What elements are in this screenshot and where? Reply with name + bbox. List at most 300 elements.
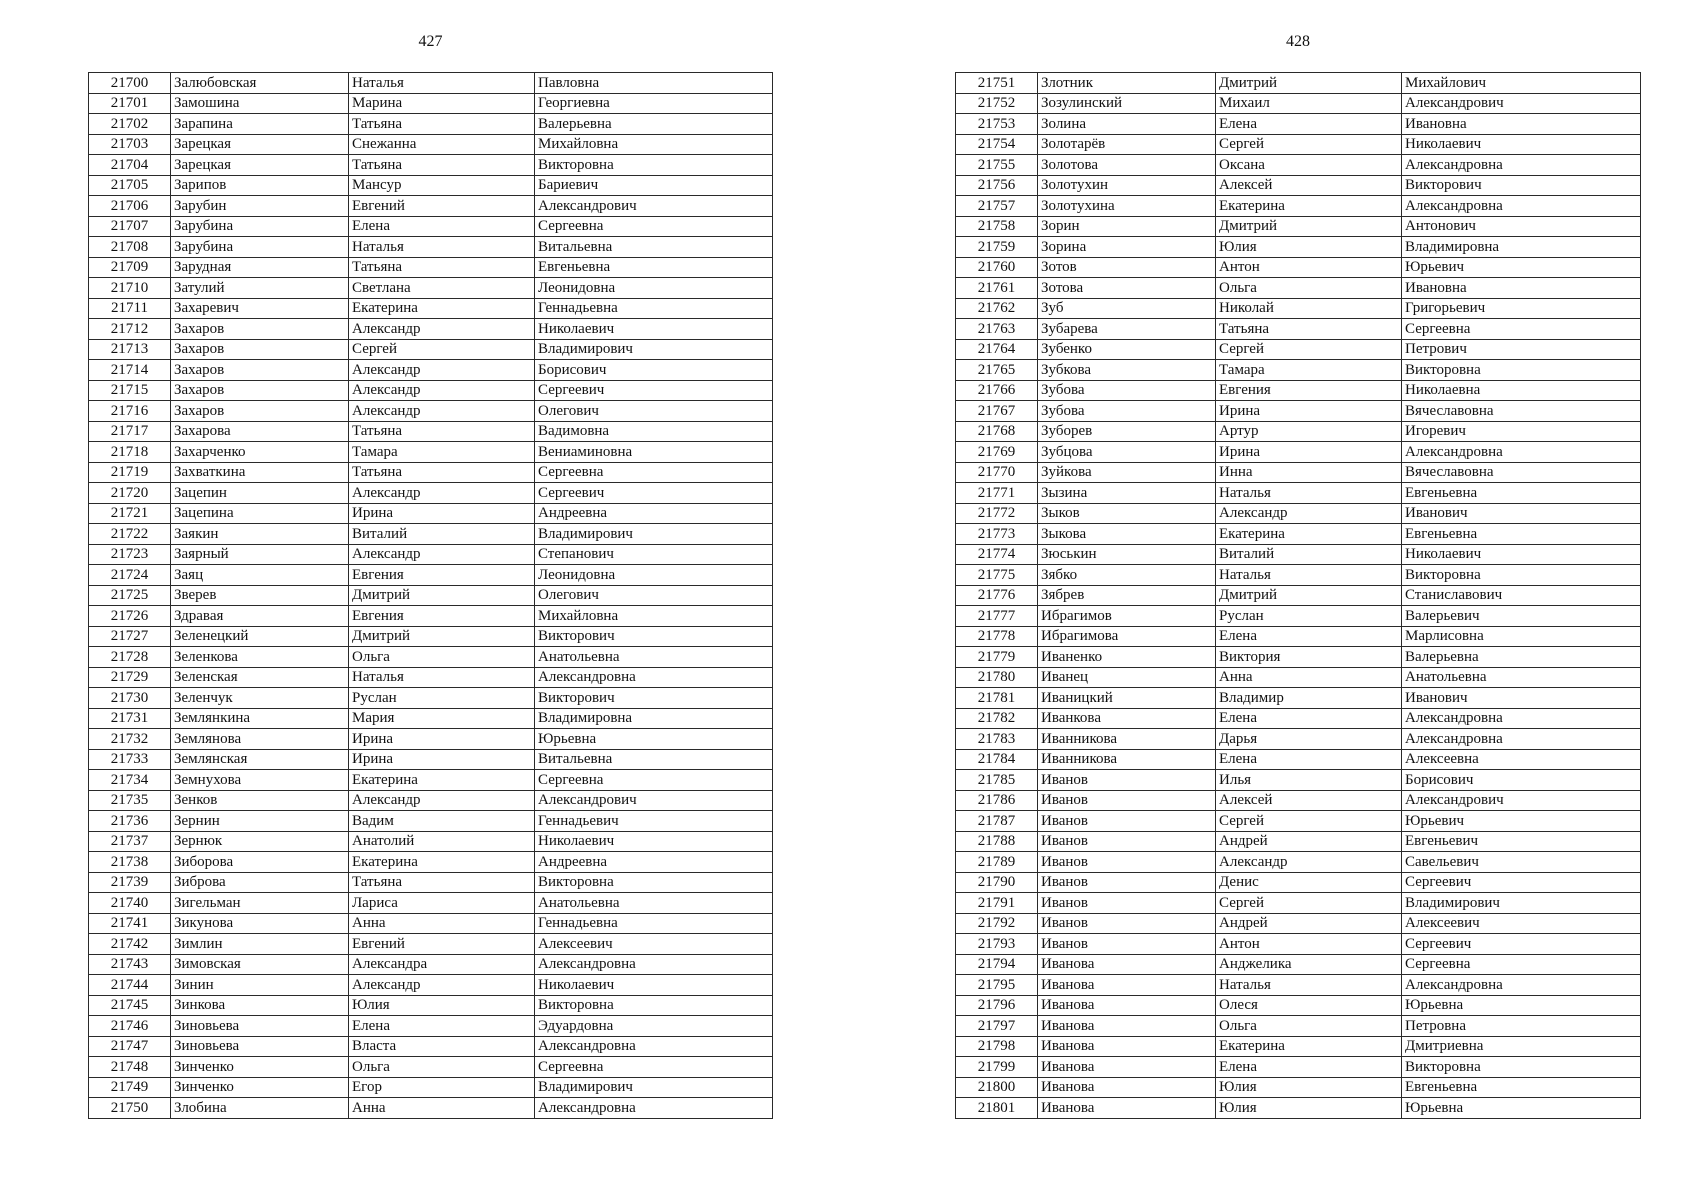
patronymic-cell: Владимировна (1402, 237, 1641, 258)
first-name-cell: Елена (349, 216, 535, 237)
patronymic-cell: Алексеевна (1402, 749, 1641, 770)
table-row (89, 811, 773, 832)
patronymic-cell: Сергеевна (535, 1057, 773, 1078)
first-name-cell: Александр (349, 380, 535, 401)
first-name-cell: Михаил (1216, 93, 1402, 114)
table-row (956, 421, 1641, 442)
record-number-cell: 21762 (956, 298, 1038, 319)
first-name-cell: Дмитрий (1216, 73, 1402, 94)
first-name-cell: Татьяна (349, 872, 535, 893)
table-row (956, 975, 1641, 996)
patronymic-cell: Бариевич (535, 175, 773, 196)
first-name-cell: Юлия (1216, 1077, 1402, 1098)
first-name-cell: Мария (349, 708, 535, 729)
patronymic-cell: Эдуардовна (535, 1016, 773, 1037)
first-name-cell: Екатерина (349, 770, 535, 791)
table-row (956, 565, 1641, 586)
patronymic-cell: Александровна (535, 667, 773, 688)
last-name-cell: Заярный (171, 544, 349, 565)
last-name-cell: Зенков (171, 790, 349, 811)
last-name-cell: Зернин (171, 811, 349, 832)
record-number-cell: 21763 (956, 319, 1038, 340)
patronymic-cell: Александровна (1402, 155, 1641, 176)
table-row (89, 380, 773, 401)
record-number-cell: 21731 (89, 708, 171, 729)
first-name-cell: Александр (349, 790, 535, 811)
last-name-cell: Иванов (1038, 893, 1216, 914)
patronymic-cell: Михайловна (535, 134, 773, 155)
first-name-cell: Сергей (1216, 339, 1402, 360)
record-number-cell: 21774 (956, 544, 1038, 565)
record-number-cell: 21735 (89, 790, 171, 811)
last-name-cell: Зубкова (1038, 360, 1216, 381)
last-name-cell: Зацепин (171, 483, 349, 504)
table-row (89, 852, 773, 873)
first-name-cell: Евгения (349, 606, 535, 627)
first-name-cell: Алексей (1216, 790, 1402, 811)
first-name-cell: Татьяна (349, 155, 535, 176)
record-number-cell: 21709 (89, 257, 171, 278)
record-number-cell: 21713 (89, 339, 171, 360)
table-row (89, 155, 773, 176)
last-name-cell: Захаров (171, 401, 349, 422)
patronymic-cell: Ивановна (1402, 278, 1641, 299)
table-row (956, 790, 1641, 811)
table-row (89, 93, 773, 114)
last-name-cell: Зябко (1038, 565, 1216, 586)
table-row (956, 626, 1641, 647)
first-name-cell: Андрей (1216, 831, 1402, 852)
record-number-cell: 21728 (89, 647, 171, 668)
table-row (89, 114, 773, 135)
first-name-cell: Татьяна (349, 257, 535, 278)
table-row (89, 134, 773, 155)
table-row (956, 380, 1641, 401)
first-name-cell: Тамара (349, 442, 535, 463)
last-name-cell: Зарипов (171, 175, 349, 196)
first-name-cell: Юлия (349, 995, 535, 1016)
last-name-cell: Зюськин (1038, 544, 1216, 565)
table-row (956, 667, 1641, 688)
record-number-cell: 21741 (89, 913, 171, 934)
first-name-cell: Александр (1216, 503, 1402, 524)
patronymic-cell: Антонович (1402, 216, 1641, 237)
patronymic-cell: Петровна (1402, 1016, 1641, 1037)
first-name-cell: Александр (349, 544, 535, 565)
table-row (956, 749, 1641, 770)
patronymic-cell: Владимирович (535, 524, 773, 545)
first-name-cell: Наталья (349, 73, 535, 94)
patronymic-cell: Николаевич (535, 319, 773, 340)
patronymic-cell: Сергеевна (535, 216, 773, 237)
last-name-cell: Захаров (171, 339, 349, 360)
first-name-cell: Ирина (1216, 401, 1402, 422)
patronymic-cell: Александровна (1402, 975, 1641, 996)
last-name-cell: Иванова (1038, 1057, 1216, 1078)
first-name-cell: Вадим (349, 811, 535, 832)
patronymic-cell: Сергеевна (535, 462, 773, 483)
record-number-cell: 21773 (956, 524, 1038, 545)
record-number-cell: 21702 (89, 114, 171, 135)
first-name-cell: Лариса (349, 893, 535, 914)
record-number-cell: 21720 (89, 483, 171, 504)
last-name-cell: Захаров (171, 319, 349, 340)
last-name-cell: Зорин (1038, 216, 1216, 237)
last-name-cell: Иванова (1038, 954, 1216, 975)
table-row (956, 278, 1641, 299)
first-name-cell: Руслан (349, 688, 535, 709)
first-name-cell: Наталья (349, 237, 535, 258)
last-name-cell: Злобина (171, 1098, 349, 1119)
record-number-cell: 21790 (956, 872, 1038, 893)
last-name-cell: Захарова (171, 421, 349, 442)
last-name-cell: Иванов (1038, 770, 1216, 791)
patronymic-cell: Борисович (1402, 770, 1641, 791)
table-row (956, 1077, 1641, 1098)
table-row (956, 1036, 1641, 1057)
record-number-cell: 21800 (956, 1077, 1038, 1098)
last-name-cell: Иванова (1038, 1016, 1216, 1037)
first-name-cell: Александр (349, 401, 535, 422)
first-name-cell: Сергей (1216, 134, 1402, 155)
patronymic-cell: Анатольевна (535, 893, 773, 914)
last-name-cell: Зарубина (171, 237, 349, 258)
last-name-cell: Зубарева (1038, 319, 1216, 340)
record-number-cell: 21781 (956, 688, 1038, 709)
patronymic-cell: Андреевна (535, 852, 773, 873)
last-name-cell: Зарубин (171, 196, 349, 217)
last-name-cell: Захарченко (171, 442, 349, 463)
record-number-cell: 21778 (956, 626, 1038, 647)
patronymic-cell: Александрович (535, 790, 773, 811)
first-name-cell: Ирина (1216, 442, 1402, 463)
patronymic-cell: Сергеевич (535, 380, 773, 401)
table-row (89, 872, 773, 893)
patronymic-cell: Александрович (1402, 93, 1641, 114)
first-name-cell: Дарья (1216, 729, 1402, 750)
table-row (956, 401, 1641, 422)
last-name-cell: Зиновьева (171, 1036, 349, 1057)
first-name-cell: Руслан (1216, 606, 1402, 627)
table-row (956, 93, 1641, 114)
last-name-cell: Золина (1038, 114, 1216, 135)
table-row (956, 257, 1641, 278)
patronymic-cell: Вадимовна (535, 421, 773, 442)
patronymic-cell: Леонидовна (535, 565, 773, 586)
first-name-cell: Виталий (349, 524, 535, 545)
last-name-cell: Иваненко (1038, 647, 1216, 668)
table-row (956, 1098, 1641, 1119)
record-number-cell: 21723 (89, 544, 171, 565)
patronymic-cell: Николаевна (1402, 380, 1641, 401)
table-row (89, 216, 773, 237)
first-name-cell: Екатерина (1216, 524, 1402, 545)
last-name-cell: Зинкова (171, 995, 349, 1016)
record-number-cell: 21798 (956, 1036, 1038, 1057)
last-name-cell: Зуйкова (1038, 462, 1216, 483)
last-name-cell: Зарапина (171, 114, 349, 135)
patronymic-cell: Леонидовна (535, 278, 773, 299)
table-row (89, 1057, 773, 1078)
record-number-cell: 21757 (956, 196, 1038, 217)
first-name-cell: Андрей (1216, 913, 1402, 934)
first-name-cell: Виктория (1216, 647, 1402, 668)
table-row (956, 360, 1641, 381)
patronymic-cell: Александровна (1402, 442, 1641, 463)
patronymic-cell: Савельевич (1402, 852, 1641, 873)
record-number-cell: 21707 (89, 216, 171, 237)
patronymic-cell: Евгеньевна (1402, 524, 1641, 545)
last-name-cell: Зыков (1038, 503, 1216, 524)
last-name-cell: Иванов (1038, 934, 1216, 955)
last-name-cell: Иванов (1038, 852, 1216, 873)
table-row (89, 749, 773, 770)
table-row (89, 995, 773, 1016)
roster-table-body (89, 73, 773, 1119)
first-name-cell: Ирина (349, 749, 535, 770)
last-name-cell: Ибрагимов (1038, 606, 1216, 627)
patronymic-cell: Владимирович (535, 339, 773, 360)
first-name-cell: Татьяна (1216, 319, 1402, 340)
patronymic-cell: Олегович (535, 401, 773, 422)
table-row (89, 298, 773, 319)
table-row (956, 811, 1641, 832)
patronymic-cell: Игоревич (1402, 421, 1641, 442)
first-name-cell: Елена (1216, 749, 1402, 770)
record-number-cell: 21789 (956, 852, 1038, 873)
table-row (89, 339, 773, 360)
record-number-cell: 21795 (956, 975, 1038, 996)
roster-table (955, 72, 1641, 1119)
record-number-cell: 21760 (956, 257, 1038, 278)
record-number-cell: 21753 (956, 114, 1038, 135)
patronymic-cell: Анатольевна (535, 647, 773, 668)
last-name-cell: Землянкина (171, 708, 349, 729)
record-number-cell: 21747 (89, 1036, 171, 1057)
first-name-cell: Елена (349, 1016, 535, 1037)
record-number-cell: 21751 (956, 73, 1038, 94)
record-number-cell: 21770 (956, 462, 1038, 483)
record-number-cell: 21748 (89, 1057, 171, 1078)
table-row (956, 155, 1641, 176)
patronymic-cell: Александровна (535, 1098, 773, 1119)
table-row (956, 647, 1641, 668)
patronymic-cell: Юрьевич (1402, 811, 1641, 832)
record-number-cell: 21784 (956, 749, 1038, 770)
last-name-cell: Иванов (1038, 790, 1216, 811)
patronymic-cell: Вячеславовна (1402, 462, 1641, 483)
last-name-cell: Зернюк (171, 831, 349, 852)
last-name-cell: Зиброва (171, 872, 349, 893)
patronymic-cell: Викторовна (535, 872, 773, 893)
first-name-cell: Наталья (1216, 975, 1402, 996)
last-name-cell: Злотник (1038, 73, 1216, 94)
last-name-cell: Земнухова (171, 770, 349, 791)
table-row (89, 319, 773, 340)
record-number-cell: 21710 (89, 278, 171, 299)
last-name-cell: Зигельман (171, 893, 349, 914)
table-row (89, 606, 773, 627)
patronymic-cell: Алексеевич (535, 934, 773, 955)
last-name-cell: Золотухин (1038, 175, 1216, 196)
first-name-cell: Евгения (349, 565, 535, 586)
table-row (89, 360, 773, 381)
table-row (89, 442, 773, 463)
record-number-cell: 21737 (89, 831, 171, 852)
last-name-cell: Зимлин (171, 934, 349, 955)
record-number-cell: 21791 (956, 893, 1038, 914)
patronymic-cell: Николаевич (1402, 134, 1641, 155)
record-number-cell: 21769 (956, 442, 1038, 463)
first-name-cell: Александр (349, 360, 535, 381)
patronymic-cell: Михайлович (1402, 73, 1641, 94)
table-row (956, 237, 1641, 258)
patronymic-cell: Степанович (535, 544, 773, 565)
record-number-cell: 21752 (956, 93, 1038, 114)
last-name-cell: Иванова (1038, 1098, 1216, 1119)
patronymic-cell: Александровна (535, 954, 773, 975)
table-row (956, 319, 1641, 340)
table-row (956, 893, 1641, 914)
last-name-cell: Землянова (171, 729, 349, 750)
patronymic-cell: Владимировна (535, 708, 773, 729)
table-row (956, 483, 1641, 504)
patronymic-cell: Сергеевна (535, 770, 773, 791)
patronymic-cell: Петрович (1402, 339, 1641, 360)
last-name-cell: Зубова (1038, 380, 1216, 401)
first-name-cell: Сергей (349, 339, 535, 360)
patronymic-cell: Иванович (1402, 688, 1641, 709)
table-row (89, 401, 773, 422)
first-name-cell: Егор (349, 1077, 535, 1098)
patronymic-cell: Николаевич (535, 975, 773, 996)
record-number-cell: 21725 (89, 585, 171, 606)
last-name-cell: Иванникова (1038, 749, 1216, 770)
first-name-cell: Мансур (349, 175, 535, 196)
first-name-cell: Татьяна (349, 421, 535, 442)
table-row (89, 1098, 773, 1119)
last-name-cell: Зеленкова (171, 647, 349, 668)
first-name-cell: Сергей (1216, 893, 1402, 914)
record-number-cell: 21708 (89, 237, 171, 258)
first-name-cell: Александр (349, 975, 535, 996)
first-name-cell: Елена (1216, 1057, 1402, 1078)
record-number-cell: 21749 (89, 1077, 171, 1098)
first-name-cell: Александр (349, 319, 535, 340)
record-number-cell: 21782 (956, 708, 1038, 729)
last-name-cell: Зыкова (1038, 524, 1216, 545)
patronymic-cell: Владимирович (1402, 893, 1641, 914)
record-number-cell: 21767 (956, 401, 1038, 422)
last-name-cell: Затулий (171, 278, 349, 299)
record-number-cell: 21793 (956, 934, 1038, 955)
last-name-cell: Зызина (1038, 483, 1216, 504)
table-row (956, 688, 1641, 709)
last-name-cell: Зеленецкий (171, 626, 349, 647)
last-name-cell: Зикунова (171, 913, 349, 934)
table-row (956, 544, 1641, 565)
table-row (956, 298, 1641, 319)
first-name-cell: Дмитрий (1216, 585, 1402, 606)
last-name-cell: Зеленская (171, 667, 349, 688)
table-row (956, 934, 1641, 955)
last-name-cell: Зиборова (171, 852, 349, 873)
record-number-cell: 21733 (89, 749, 171, 770)
record-number-cell: 21758 (956, 216, 1038, 237)
table-row (956, 196, 1641, 217)
patronymic-cell: Александровна (535, 1036, 773, 1057)
table-row (956, 339, 1641, 360)
record-number-cell: 21794 (956, 954, 1038, 975)
patronymic-cell: Валерьевна (1402, 647, 1641, 668)
record-number-cell: 21759 (956, 237, 1038, 258)
record-number-cell: 21721 (89, 503, 171, 524)
patronymic-cell: Валерьевич (1402, 606, 1641, 627)
last-name-cell: Заяц (171, 565, 349, 586)
record-number-cell: 21754 (956, 134, 1038, 155)
table-row (89, 196, 773, 217)
patronymic-cell: Вениаминовна (535, 442, 773, 463)
patronymic-cell: Сергеевна (1402, 319, 1641, 340)
table-row (89, 175, 773, 196)
first-name-cell: Сергей (1216, 811, 1402, 832)
patronymic-cell: Евгеньевна (535, 257, 773, 278)
table-row (89, 975, 773, 996)
table-row (89, 626, 773, 647)
patronymic-cell: Александрович (1402, 790, 1641, 811)
first-name-cell: Анна (349, 1098, 535, 1119)
record-number-cell: 21706 (89, 196, 171, 217)
first-name-cell: Денис (1216, 872, 1402, 893)
record-number-cell: 21756 (956, 175, 1038, 196)
record-number-cell: 21700 (89, 73, 171, 94)
table-row (89, 565, 773, 586)
patronymic-cell: Александровна (1402, 729, 1641, 750)
patronymic-cell: Евгеньевна (1402, 483, 1641, 504)
last-name-cell: Зотов (1038, 257, 1216, 278)
table-row (956, 913, 1641, 934)
record-number-cell: 21797 (956, 1016, 1038, 1037)
first-name-cell: Елена (1216, 708, 1402, 729)
patronymic-cell: Григорьевич (1402, 298, 1641, 319)
first-name-cell: Александра (349, 954, 535, 975)
patronymic-cell: Викторовна (1402, 565, 1641, 586)
page-number: 428 (1286, 33, 1310, 50)
table-row (956, 503, 1641, 524)
record-number-cell: 21772 (956, 503, 1038, 524)
record-number-cell: 21718 (89, 442, 171, 463)
record-number-cell: 21755 (956, 155, 1038, 176)
last-name-cell: Зуборев (1038, 421, 1216, 442)
last-name-cell: Иванова (1038, 1077, 1216, 1098)
last-name-cell: Замошина (171, 93, 349, 114)
record-number-cell: 21711 (89, 298, 171, 319)
table-row (89, 544, 773, 565)
record-number-cell: 21788 (956, 831, 1038, 852)
record-number-cell: 21738 (89, 852, 171, 873)
first-name-cell: Ирина (349, 729, 535, 750)
last-name-cell: Зарубина (171, 216, 349, 237)
table-row (89, 934, 773, 955)
last-name-cell: Золотова (1038, 155, 1216, 176)
first-name-cell: Анджелика (1216, 954, 1402, 975)
patronymic-cell: Марлисовна (1402, 626, 1641, 647)
last-name-cell: Зацепина (171, 503, 349, 524)
record-number-cell: 21717 (89, 421, 171, 442)
table-row (956, 708, 1641, 729)
first-name-cell: Николай (1216, 298, 1402, 319)
last-name-cell: Зарудная (171, 257, 349, 278)
